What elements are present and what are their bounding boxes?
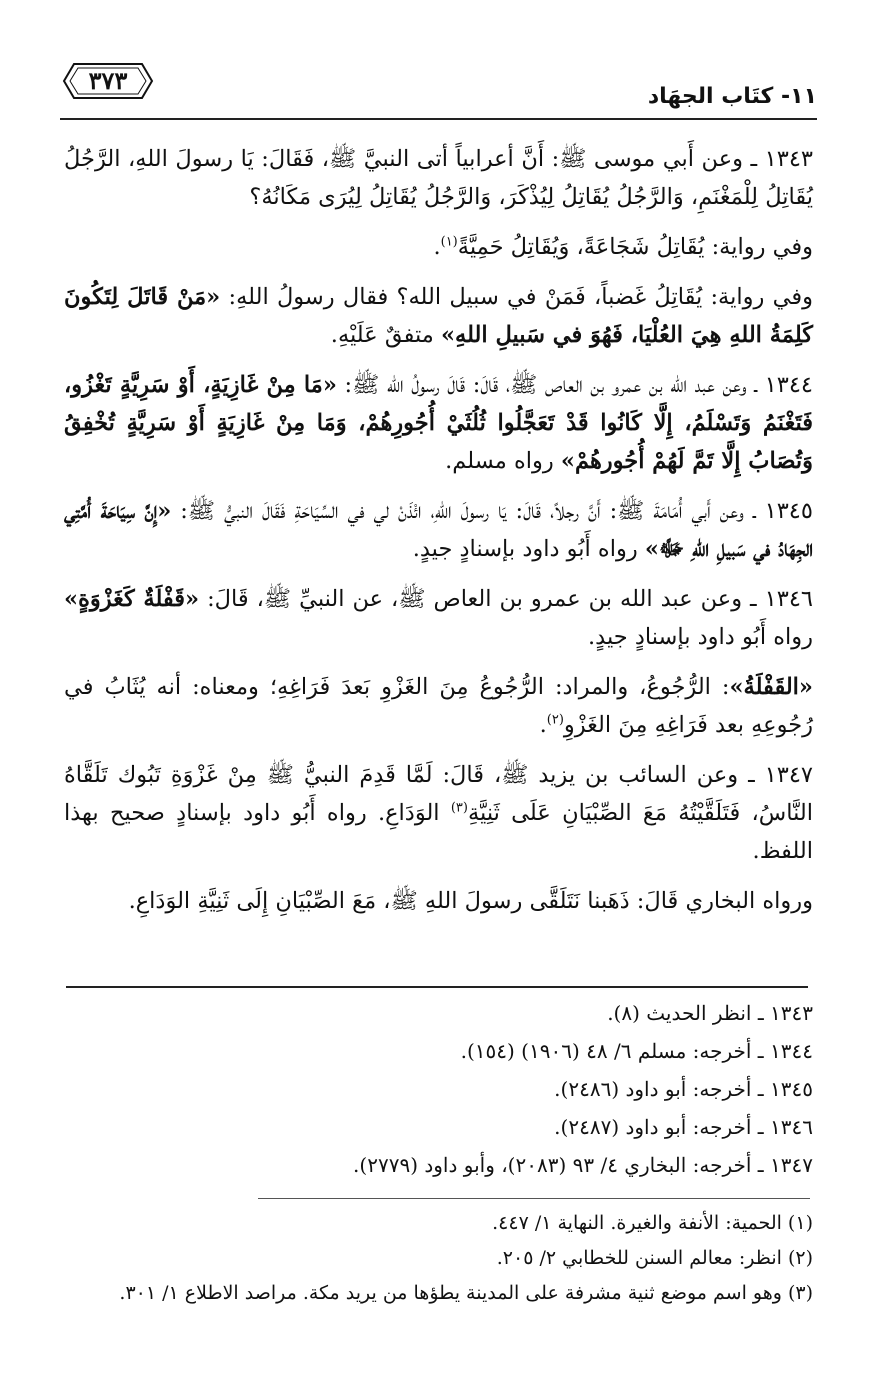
hadith-1347-source: الوَدَاعِ. رواه أَبُو داود بإسنادٍ صحيح بهذا اللفظ.: [64, 800, 813, 864]
explanation-term: «القَفْلَةُ»: [729, 674, 813, 700]
footnote-ref-1: (١): [440, 234, 458, 250]
page-header: [60, 58, 817, 118]
variant-2-text: وفي رواية: يُقَاتِلُ غَضباً، فَمَنْ في سبيل الله؟ فقال رسولُ اللهِ:: [220, 284, 813, 310]
hadith-1346-intro: ١٣٤٦ ـ وعن عبد الله بن عمرو بن العاص ﷺ، عن النبيِّ ﷺ، قَالَ:: [199, 586, 813, 612]
hadith-1344-source: رواه مسلم.: [445, 448, 561, 474]
main-text: [64, 140, 813, 932]
variant-1-text: وفي رواية: يُقَاتِلُ شَجَاعَةً، وَيُقَاتِلُ حَمِيَّةً: [457, 234, 813, 260]
explanation-end: .: [539, 712, 547, 738]
footnote-item: (١) الحمية: الأنفة والغيرة. النهاية ١/ ٤٤٧.: [492, 1212, 813, 1234]
hadith-1345-source: رواه أَبُو داود بإسنادٍ جيدٍ.: [412, 536, 645, 562]
reference-item: ١٣٤٥ ـ أخرجه: أبو داود (٢٤٨٦).: [554, 1077, 813, 1101]
footnotes-divider: [258, 1198, 810, 1199]
hadith-1347-text: ١٣٤٧ ـ وعن السائب بن يزيد ﷺ، قَالَ: لَمَّا قَدِمَ النبيُّ ﷺ مِنْ غَزْوَةِ تَبُوك تَلَقَّاهُ النَّاسُ، فَتَلَقَّيْتُهُ مَعَ الصِّبْيَانِ عَلَى ثَنِيَّةِ: [64, 762, 813, 826]
hadith-1344: [64, 366, 813, 480]
references-list: [66, 994, 813, 1184]
footnote-item: (٢) انظر: معالم السنن للخطابي ٢/ ٢٠٥.: [496, 1247, 813, 1269]
hadith-1347-bukhari: [64, 882, 813, 920]
header-divider: [60, 118, 817, 120]
hadith-1346-quote: «قَفْلَةٌ كَغَزْوَةٍ»: [64, 586, 200, 612]
footnote-item: (٣) وهو اسم موضع ثنية مشرفة على المدينة يطؤها من يريد مكة. مراصد الاطلاع ١/ ٣٠١.: [119, 1282, 813, 1304]
hadith-1345-intro: ١٣٤٥ ـ وعن أَبي أُمَامَةَ ﷺ: أَنَّ رجلاً، قَالَ: يَا رسولَ اللهِ، ائْذَنْ لي في السِّيَاحَةِ فَقَالَ النبيُّ ﷺ:: [171, 498, 813, 524]
footnote-ref-3: (٣): [450, 800, 468, 816]
hadith-1345-quote: «إِنَّ سِيَاحَةَ أُمَّتِي الجِهَادُ في سَبيلِ اللهِ ﷻ»: [64, 498, 813, 562]
page-number-frame: [60, 60, 156, 100]
hadith-1343-text: ١٣٤٣ ـ وعن أَبي موسى ﷺ: أَنَّ أعرابياً أتى النبيَّ ﷺ، فَقَالَ: يَا رسولَ اللهِ، الرَّجُلُ يُقَاتِلُ لِلْمَغْنَمِ، وَالرَّجُلُ يُقَاتِلُ لِيُذْكَرَ، وَالرَّجُلُ يُقَاتِلُ لِيُرَى مَكَانُهُ؟: [64, 146, 813, 210]
reference-item: ١٣٤٣ ـ انظر الحديث (٨).: [607, 1001, 813, 1025]
variant-1-end: .: [433, 234, 441, 260]
hadith-1344-quote: «مَا مِنْ غَازِيَةٍ، أَوْ سَرِيَّةٍ تَغْزُو، فَتَغْنَمُ وَتَسْلَمُ، إِلَّا كَانُوا قَدْ تَعَجَّلُوا ثُلُثَيْ أُجُورِهُمْ، وَمَا مِنْ غَازِيَةٍ أَوْ سَرِيَّةٍ تُخْفِقُ وَتُصَابُ إِلَّا تَمَّ لَهُمْ أُجُورهُمْ»: [64, 372, 813, 474]
chapter-title: ١١- كتَاب الجهَاد: [647, 84, 817, 109]
hadith-1343: [64, 140, 813, 216]
explanation-qaflah: [64, 668, 813, 744]
hadith-1346-source: رواه أَبُو داود بإسنادٍ جيدٍ.: [588, 624, 813, 650]
footnotes-list: [66, 1206, 813, 1311]
hadith-1347: [64, 756, 813, 870]
hadith-1346: [64, 580, 813, 656]
hadith-1344-intro: ١٣٤٤ ـ وعن عبد الله بن عمرو بن العاص ﷺ، قَالَ: قَالَ رسولُ الله ﷺ:: [336, 372, 813, 398]
bukhari-narration: ورواه البخاري قَالَ: ذَهَبنا نَتَلَقَّى رسولَ اللهِ ﷺ، مَعَ الصِّبْيَانِ إِلَى ثَنِيَّةِ الوَدَاعِ.: [128, 888, 813, 914]
reference-item: ١٣٤٧ ـ أخرجه: البخاري ٤/ ٩٣ (٢٠٨٣)، وأبو داود (٢٧٧٩).: [353, 1153, 813, 1177]
hadith-1343-variant-1: [64, 228, 813, 266]
reference-item: ١٣٤٦ ـ أخرجه: أبو داود (٢٤٨٧).: [554, 1115, 813, 1139]
page-number: ٣٧٣: [88, 66, 128, 95]
variant-2-quote: «مَنْ قَاتَلَ لِتَكُونَ كَلِمَةُ اللهِ هِيَ العُلْيَا، فَهُوَ في سَبيلِ اللهِ»: [64, 284, 813, 348]
footnote-ref-2: (٢): [546, 712, 564, 728]
reference-item: ١٣٤٤ ـ أخرجه: مسلم ٦/ ٤٨ (١٩٠٦) (١٥٤).: [460, 1039, 813, 1063]
hadith-1343-variant-2: [64, 278, 813, 354]
hadith-1345: [64, 492, 813, 568]
explanation-text: : الرُّجُوعُ، والمراد: الرُّجُوعُ مِنَ الغَزْوِ بَعدَ فَرَاغِهِ؛ ومعناه: أنه يُثَابُ في رُجُوعِهِ بعد فَرَاغِهِ مِنَ الغَزْوِ: [64, 674, 813, 738]
references-divider: [66, 986, 808, 988]
variant-2-source: متفقٌ عَلَيْهِ.: [330, 322, 441, 348]
